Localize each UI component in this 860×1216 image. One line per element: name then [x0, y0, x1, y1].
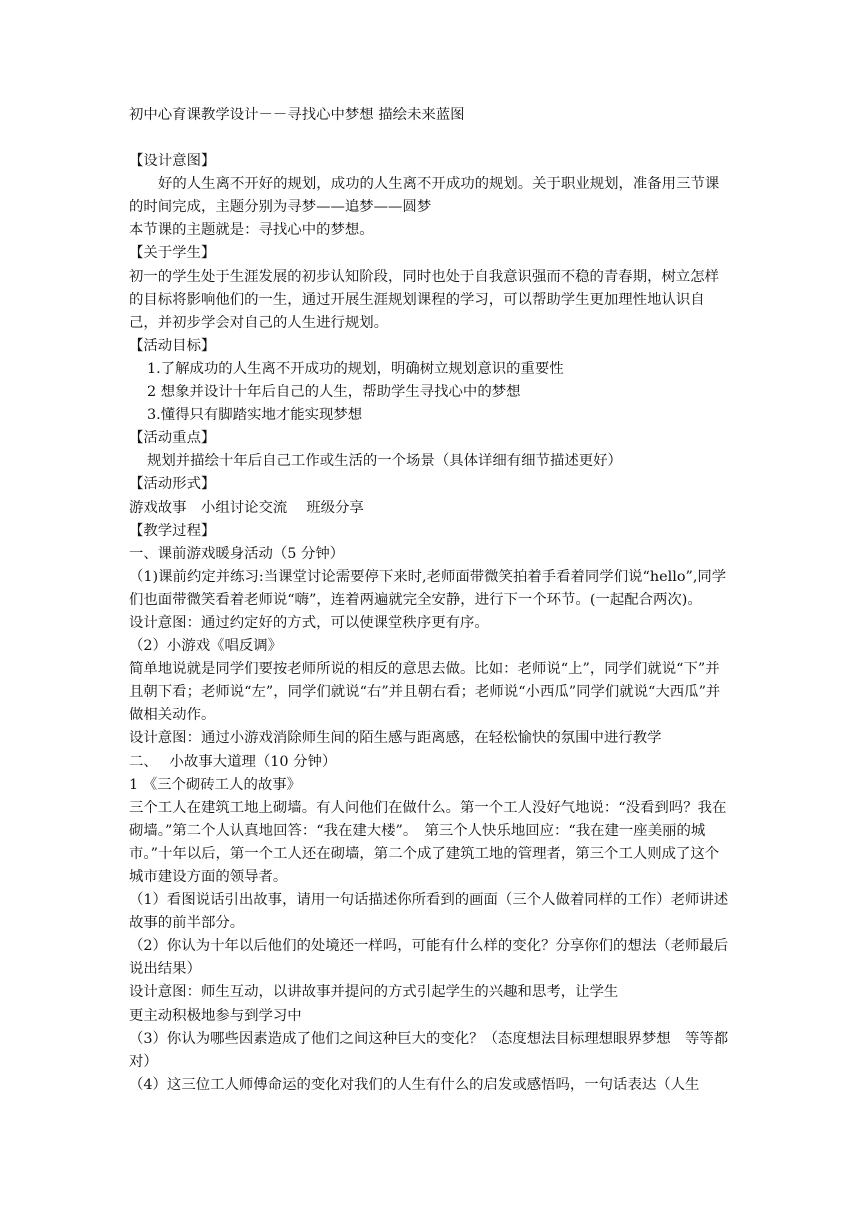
paragraph: 游戏故事 小组讨论交流 班级分享 [129, 499, 364, 516]
paragraph: 设计意图：通过小游戏消除师生间的陌生感与距离感，在轻松愉快的氛围中进行教学 [129, 730, 662, 747]
section-heading-activity-focus: 【活动重点】 [129, 430, 216, 447]
document-title: 初中心育课教学设计－－寻找心中梦想 描绘未来蓝图 [129, 107, 465, 123]
paragraph: 设计意图：师生互动，以讲故事并提问的方式引起学生的兴趣和思考，让学生 [129, 984, 619, 1001]
paragraph: （3）你认为哪些因素造成了他们之间这种巨大的变化？（态度想法目标理想眼界梦想 等等都对） [129, 1030, 729, 1070]
subheading: 二、 小故事大道理（10 分钟） [129, 753, 337, 770]
paragraph: 本节课的主题就是：寻找心中的梦想。 [129, 222, 374, 239]
paragraph: 初一的学生处于生涯发展的初步认知阶段，同时也处于自我意识强而不稳的青春期，树立怎样的目标将影响他们的一生，通过开展生涯规划课程的学习，可以帮助学生更加理性地认识自己，并初步学会对自己的人生进行规划。 [129, 268, 720, 331]
paragraph: （4）这三位工人师傅命运的变化对我们的人生有什么的启发或感悟吗，一句话表达（人生 [129, 1076, 700, 1093]
paragraph: 设计意图：通过约定好的方式，可以使课堂秩序更有序。 [129, 614, 489, 631]
section-heading-activity-goals: 【活动目标】 [129, 337, 216, 354]
subheading: 一、课前游戏暖身活动（5 分钟） [129, 545, 345, 562]
paragraph: 规划并描绘十年后自己工作或生活的一个场景（具体详细有细节描述更好） [147, 453, 622, 470]
paragraph: 更主动积极地参与到学习中 [129, 1007, 302, 1024]
list-item: 3.懂得只有脚踏实地才能实现梦想 [147, 407, 363, 424]
document-body [129, 104, 733, 1097]
section-heading-teaching-process: 【教学过程】 [129, 522, 216, 539]
paragraph: （1）看图说话引出故事，请用一句话描述你所看到的画面（三个人做着同样的工作）老师讲述故事的前半部分。 [129, 892, 729, 932]
paragraph: 好的人生离不开好的规划，成功的人生离不开成功的规划。关于职业规划，准备用三节课的时间完成，主题分别为寻梦——追梦——圆梦 [129, 176, 720, 216]
list-item: 2 想象并设计十年后自己的人生，帮助学生寻找心中的梦想 [147, 384, 521, 401]
paragraph: 简单地说就是同学们要按老师所说的相反的意思去做。比如：老师说“上”，同学们就说“下”并且朝下看；老师说“左”，同学们就说“右”并且朝右看；老师说“小西瓜”同学们就说“大西瓜”并做相关动作。 [129, 661, 721, 724]
paragraph: （1)课前约定并练习:当课堂讨论需要停下来时,老师面带微笑拍着手看着同学们说“hello”,同学们也面带微笑看着老师说“嗨”，连着两遍就完全安静，进行下一个环节。(一起配合两次)。 [129, 568, 727, 608]
paragraph: 三个工人在建筑工地上砌墙。有人问他们在做什么。第一个工人没好气地说：“没看到吗？我在砌墙。”第二个人认真地回答：“我在建大楼”。 第三个人快乐地回应：“我在建一座美丽的城市。”十年以后，第一个工人还在砌墙，第二个成了建筑工地的管理者，第三个工人则成了这个城市建设方面的领导者。 [129, 799, 727, 885]
paragraph: （2）小游戏《唱反调》 [129, 638, 283, 655]
paragraph: （2）你认为十年以后他们的处境还一样吗，可能有什么样的变化？分享你们的想法（老师最后说出结果） [129, 938, 729, 978]
section-heading-about-students: 【关于学生】 [129, 245, 216, 262]
list-item: 1.了解成功的人生离不开成功的规划，明确树立规划意识的重要性 [147, 360, 564, 377]
section-heading-design-intent: 【设计意图】 [129, 153, 216, 170]
section-heading-activity-form: 【活动形式】 [129, 476, 216, 493]
paragraph: 1 《三个砌砖工人的故事》 [129, 776, 302, 793]
